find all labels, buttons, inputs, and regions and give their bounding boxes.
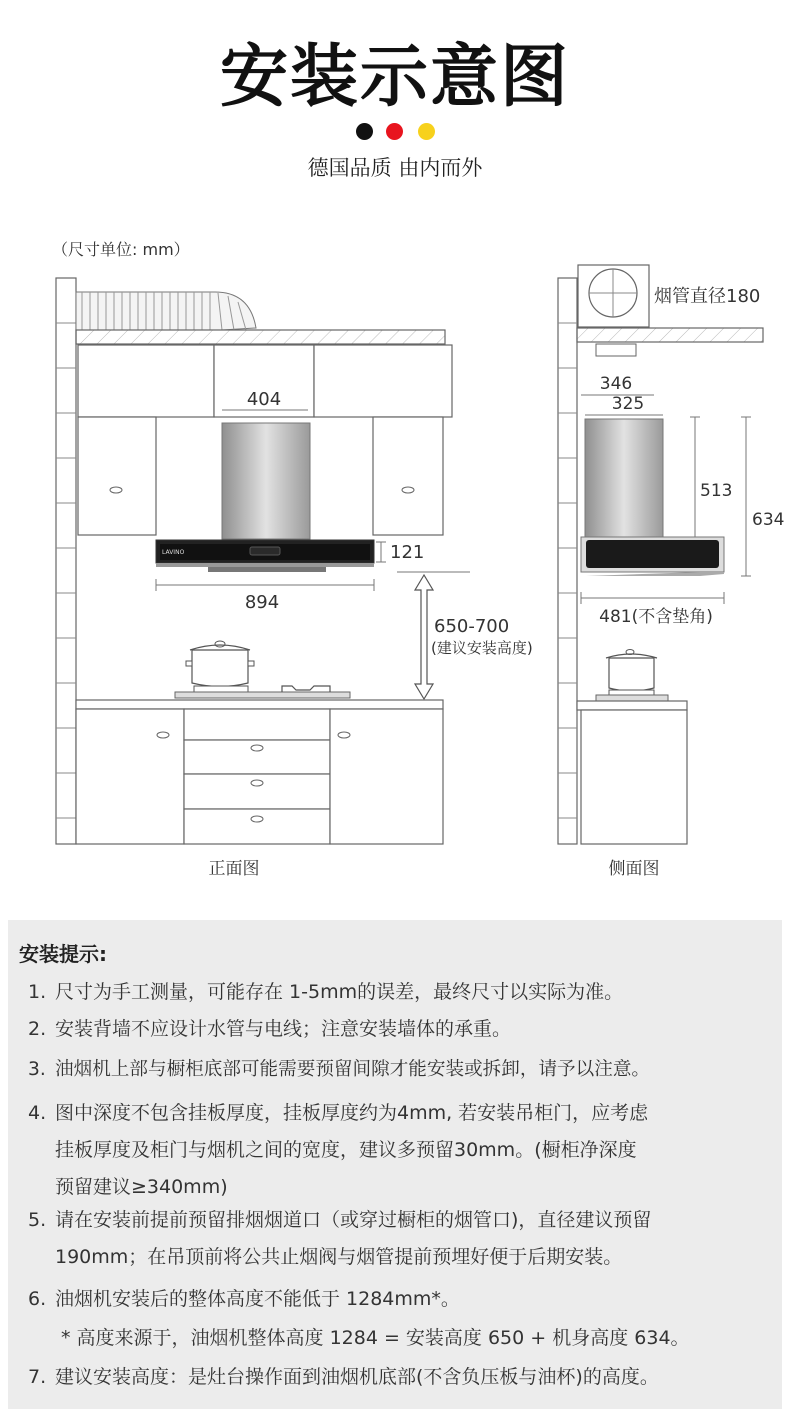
- brand-logo: LAVINO: [162, 549, 185, 556]
- dim-513: 513: [700, 481, 733, 501]
- side-chimney: [585, 419, 663, 537]
- diagram-svg: [0, 220, 790, 900]
- wall-cabinet-left: [78, 417, 156, 535]
- side-panel: [586, 540, 719, 568]
- yellow-dot: [418, 123, 435, 140]
- dim-121: 121: [390, 542, 425, 563]
- install-height: 650-700: [434, 616, 510, 637]
- upper-cabinet-left: [78, 345, 214, 417]
- side-countertop: [577, 701, 687, 710]
- side-pot: [596, 650, 668, 702]
- tip-6-footnote: * 高度来源于，油烟机整体高度 1284 = 安装高度 650 + 机身高度 634。: [61, 1327, 690, 1349]
- tips-title: 安装提示:: [19, 942, 107, 966]
- flex-duct: [76, 292, 256, 330]
- dim-481: 481(不含垫角): [599, 607, 713, 627]
- red-dot: [386, 123, 403, 140]
- install-height-note: (建议安装高度): [431, 639, 533, 657]
- base-cabinet-left: [76, 709, 184, 844]
- dim-894: 894: [244, 592, 280, 613]
- front-wall: [56, 278, 76, 844]
- side-tray: [586, 572, 724, 576]
- unit-note: （尺寸单位: mm）: [52, 240, 190, 259]
- control-display: [250, 547, 280, 555]
- hood-bottom: [156, 563, 374, 567]
- duct-connector: [596, 344, 636, 356]
- dim-346: 346: [599, 374, 633, 394]
- side-ceiling: [577, 328, 763, 342]
- tip-6: 6. 油烟机安装后的整体高度不能低于 1284mm*。: [28, 1288, 460, 1310]
- height-arrow: [415, 575, 433, 699]
- countertop: [76, 700, 443, 709]
- hood-chimney: [222, 423, 310, 539]
- dim-325: 325: [611, 394, 645, 414]
- tip-5: 5. 请在安装前提前预留排烟烟道口（或穿过橱柜的烟管口)，直径建议预留 190mm；在吊顶前将公共止烟阀与烟管提前预埋好便于后期安装。: [28, 1209, 652, 1268]
- side-view-caption: 侧面图: [608, 859, 660, 879]
- tip-4: 4. 图中深度不包含挂板厚度，挂板厚度约为4mm, 若安装吊柜门，应考虑 挂板厚度及柜门与烟机之间的宽度，建议多预留30mm。(橱柜净深度 预留建议≥340mm): [28, 1102, 649, 1198]
- dim-404: 404: [246, 389, 282, 410]
- page-title: 安装示意图: [219, 38, 570, 117]
- side-wall: [558, 278, 577, 844]
- ceiling-slab: [76, 330, 445, 344]
- drawer: [184, 809, 330, 844]
- front-view-caption: 正面图: [208, 859, 260, 879]
- side-view: [558, 265, 784, 879]
- base-cabinet-right: [330, 709, 443, 844]
- duct-label: 烟管直径180: [654, 286, 761, 307]
- installation-diagram: [0, 220, 790, 900]
- tip-2: 2. 安装背墙不应设计水管与电线；注意安装墙体的承重。: [28, 1018, 512, 1040]
- header: [0, 0, 790, 200]
- tip-1: 1. 尺寸为手工测量，可能存在 1-5mm的误差，最终尺寸以实际为准。: [28, 981, 624, 1003]
- wall-cabinet-right: [373, 417, 443, 535]
- drawer: [184, 774, 330, 809]
- upper-cabinet-right: [314, 345, 452, 417]
- cooktop: [175, 686, 350, 698]
- dim-634: 634: [752, 510, 785, 530]
- tip-3: 3. 油烟机上部与橱柜底部可能需要预留间隙才能安装或拆卸，请予以注意。: [28, 1059, 651, 1080]
- install-tips: [8, 920, 782, 1409]
- pot: [186, 641, 254, 687]
- tip-7: 7. 建议安装高度：是灶台操作面到油烟机底部(不含负压板与油杯)的高度。: [28, 1366, 659, 1388]
- black-dot: [356, 123, 373, 140]
- front-view: [56, 278, 533, 879]
- subtitle: 德国品质 由内而外: [307, 156, 483, 180]
- drawer: [184, 709, 330, 740]
- side-base-cabinet: [581, 710, 687, 844]
- oil-tray: [208, 567, 326, 572]
